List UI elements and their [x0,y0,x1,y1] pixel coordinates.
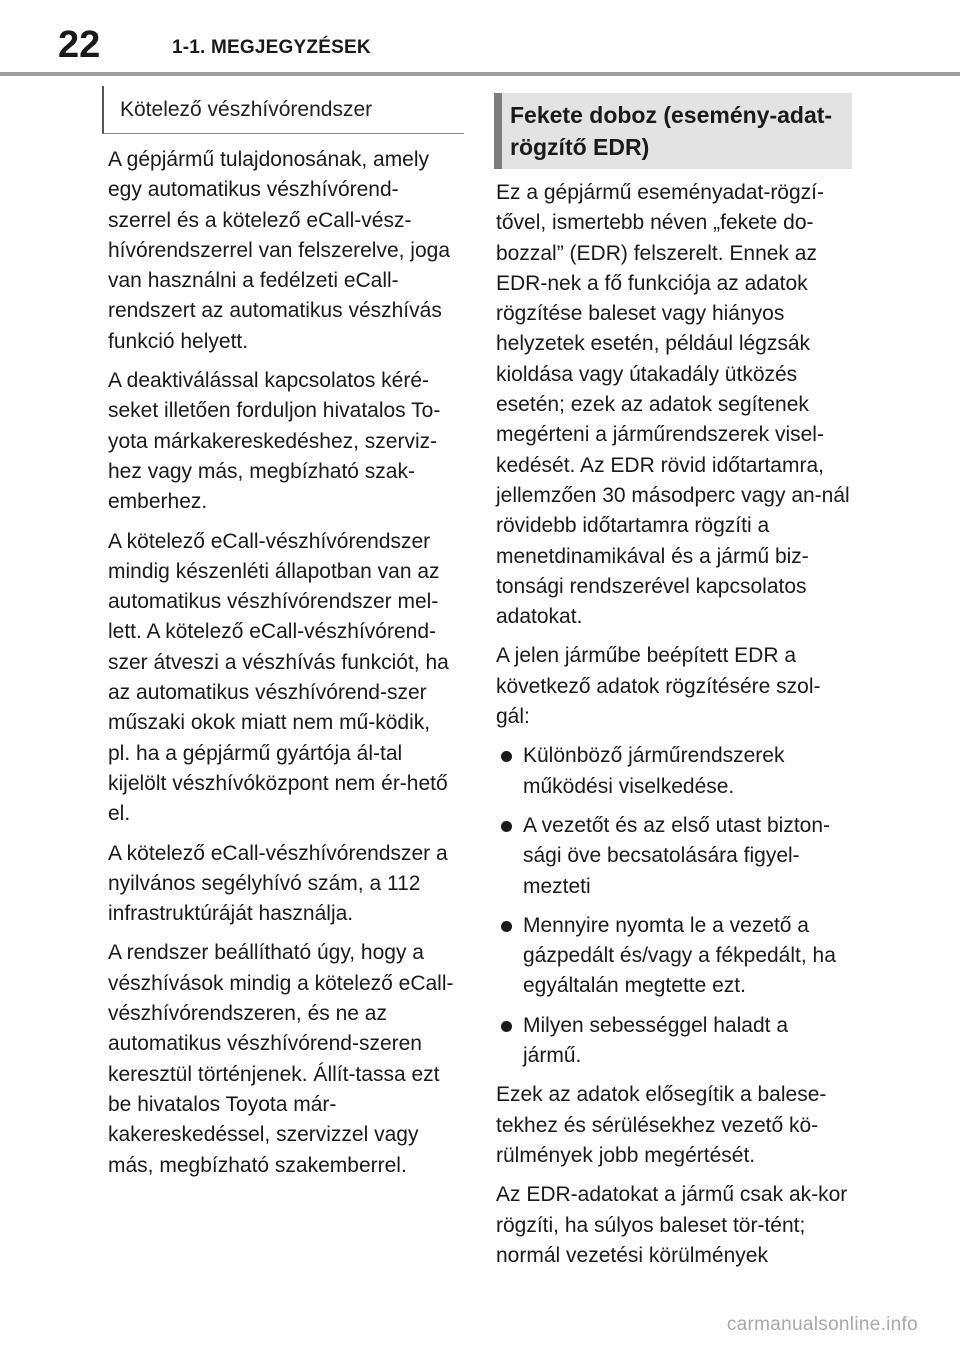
list-item-text: Mennyire nyomta le a vezető a gázpedált és/vagy a fékpedált, ha egyáltalán megtette ezt. [523,913,836,998]
subsection-heading [102,86,464,134]
list-item [496,911,852,1002]
subsection-heading-label: Kötelező vészhívórendszer [120,98,373,121]
paragraph: A kötelező eCall-vészhívórendszer a nyilvános segélyhívó szám, a 112 infrastruktúráját használja. [108,841,448,926]
bullet-dot-icon [501,1021,512,1032]
paragraph: A gépjármű tulajdonosának, amely egy automatikus vészhívórend-szerrel és a kötelező eCall-vész-hívórendszerrel van felszerelve, joga van használni a fedélzeti eCall-rendszert az automatikus vészhívás funkció helyett. [108,148,451,353]
header-divider [0,72,960,76]
paragraph: Az EDR-adatokat a jármű csak ak-kor rögzíti, ha súlyos baleset tör-tént; normál vezetési körülmények [496,1183,848,1267]
paragraph: A kötelező eCall-vészhívórendszer mindig készenléti állapotban van az automatikus vészhívórendszer mel-lett. A kötelező eCall-vészhívórend-szer átveszi a vészhívás funkciót, ha az automatikus vészhívórend-szer műszaki okok miatt nem mű-ködik, pl. ha a gépjármű gyártója ál-tal kijelölt vészhívóközpont nem ér-hető el. [108,529,449,826]
paragraph: Ez a gépjármű eseményadat-rögzí-tővel, ismertebb néven „fekete do-bozzal” (EDR) felszerelt. Ennek az EDR-nek a fő funkciója az adatok rögzítése baleset vagy hiányos helyzetek esetén, például légzsák kioldása vagy útakadály ütközés esetén; ezek az adatok segítenek megérteni a járműrendszerek visel-kedését. Az EDR rövid időtartamra, jellemzően 30 másodperc vagy an-nál rövidebb időtartamra rögzíti a menetdinamikával és a jármű biz-tonsági rendszerével kapcsolatos adatokat. [496,181,850,629]
chapter-title: 1-1. MEGJEGYZÉSEK [172,37,371,58]
bullet-dot-icon [501,821,512,832]
bullet-list [496,741,852,1071]
list-item [496,741,852,802]
section-title-box [494,93,852,169]
list-item [496,811,852,902]
list-item-text: Különböző járműrendszerek működési viselkedése. [523,744,785,798]
paragraph: Ezek az adatok elősegítik a balese-tekhez és sérülésekhez vezető kö-rülmények jobb megértését. [496,1083,827,1167]
paragraph: A deaktiválással kapcsolatos kéré-seket illetően forduljon hivatalos To-yota márkakereskedéshez, szerviz-hez vagy más, megbízható szak-emberhez. [108,369,441,514]
bullet-dot-icon [501,751,512,762]
right-column [496,178,852,1280]
list-item [496,1011,852,1072]
list-item-text: A vezetőt és az első utast bizton-sági öve becsatolására figyel-mezteti [523,813,831,898]
bullet-dot-icon [501,921,512,932]
watermark: carmanualsonline.info [726,1314,918,1335]
paragraph: A jelen járműbe beépített EDR a következő adatok rögzítésére szol-gál: [496,644,821,729]
left-column [108,145,458,1190]
page-number: 22 [58,24,101,66]
paragraph: A rendszer beállítható úgy, hogy a vészhívások mindig a kötelező eCall-vészhívórendszeren, és ne az automatikus vészhívórend-szeren keresztül történjenek. Állít-tassa ezt be hivatalos Toyota már-kakereskedéssel, szervizzel vagy más, megbízható szakemberrel. [108,941,454,1177]
list-item-text: Milyen sebességgel haladt a jármű. [523,1013,789,1068]
section-title: Fekete doboz (esemény-adat-rögzítő EDR) [510,102,833,160]
